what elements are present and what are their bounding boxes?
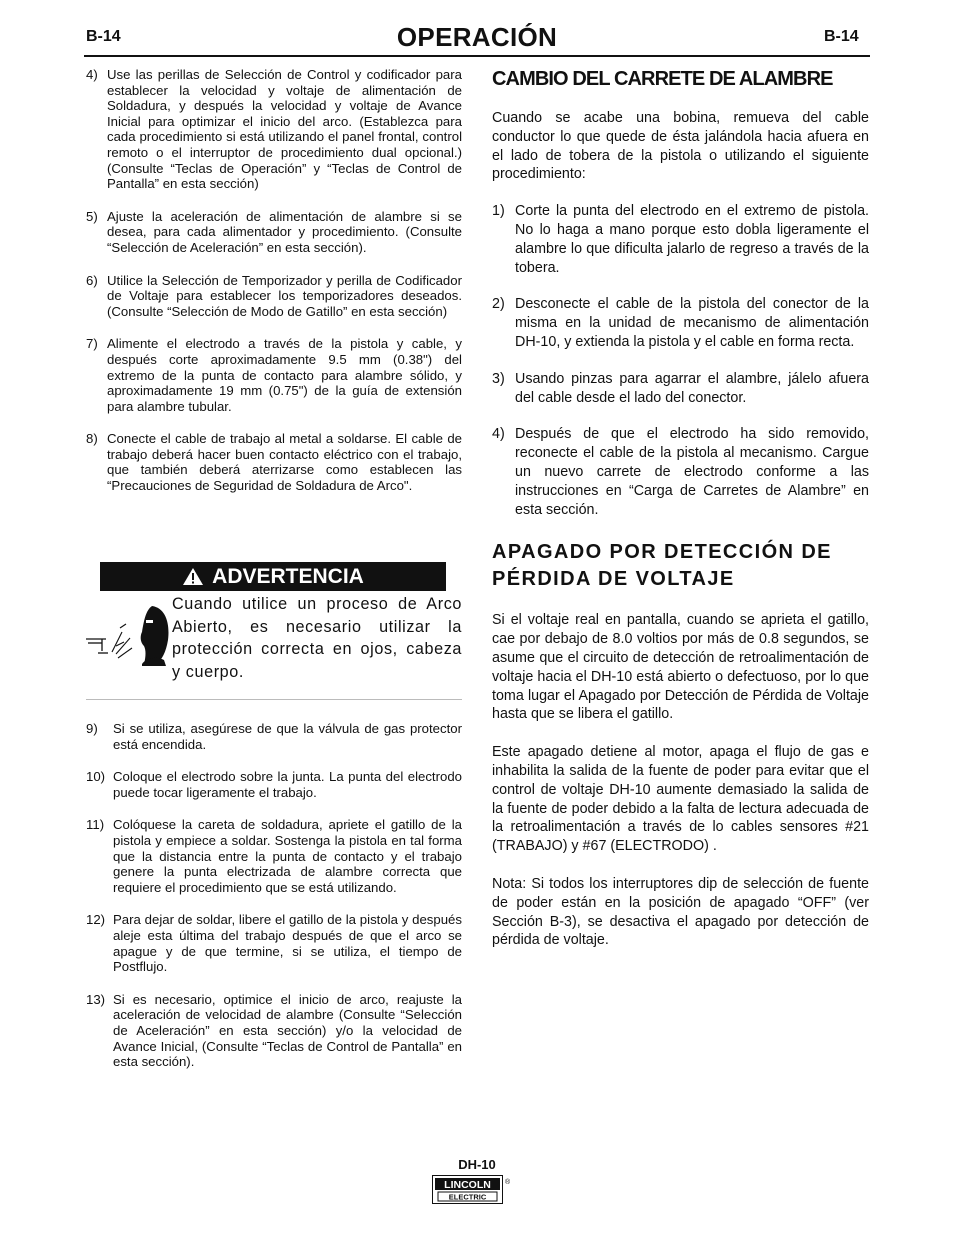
section-intro: Cuando se acabe una bobina, remueva del cable conductor lo que quede de ésta jalándola hacia afuera en el lado de tobera de la pistola o utilizando el siguiente procedimiento: [492, 110, 869, 183]
section-paragraph: Este apagado detiene al motor, apaga el flujo de gas e inhabilita la salida de la fuente de poder para evitar que el control de voltaje DH-10 aumente demasiado la salida de la fuente de poder debido a la falta de lectura adecuada de la retroalimentación a través de lo cables sensores #21 (TRABAJO) y #67 (ELECTRODO) . [492, 744, 869, 855]
header-rule [84, 55, 870, 57]
section-title-wire-reel: CAMBIO DEL CARRETE DE ALAMBRE [492, 68, 833, 90]
step-number: 9) [86, 721, 98, 736]
logo-text-bottom: ELECTRIC [448, 1192, 487, 1202]
list-item [86, 336, 462, 414]
section-title-voltage-loss [492, 539, 869, 593]
left-steps-top [86, 67, 462, 494]
model-number: DH-10 [458, 1157, 496, 1172]
registered-mark: ® [505, 1179, 510, 1186]
step-text: Alimente el electrodo a través de la pistola y cable, y después corte aproximadamente 9.5 mm (0.38") del extremo de la punta de contacto para alambre sólido, y aproximadamente 19 mm (0.75") de la guía de extensión para alambre tubular. [107, 336, 462, 414]
step-number: 2) [492, 296, 505, 313]
warning-text: Cuando utilice un proceso de Arco Abierto, es necesario utilizar la protección correcta en ojos, cabeza y cuerpo. [172, 595, 462, 682]
list-item [86, 769, 462, 800]
step-number: 4) [86, 67, 98, 82]
step-number: 6) [86, 272, 98, 288]
list-item [492, 370, 869, 408]
page-title: OPERACIÓN [396, 22, 558, 52]
list-item [86, 67, 462, 192]
left-steps-bottom [86, 721, 462, 1070]
section-paragraph: Si el voltaje real en pantalla, cuando se aprieta el gatillo, cae por debajo de 8.0 voltios por más de 0.8 segundos, se asume que el circuito de detección de retroalimentación de voltaje hacia el DH-10 está abierto o defectuoso, por lo que toma lugar el Apagado por Detección de Pérdida de Voltaje hasta que se libera el gatillo. [492, 612, 869, 723]
step-number: 1) [492, 203, 505, 220]
step-text: Si se utiliza, asegúrese de que la válvula de gas protector está encendida. [113, 721, 462, 752]
step-text: Conecte el cable de trabajo al metal a soldarse. El cable de trabajo deberá hacer buen contacto eléctrico con el trabajo, que también deberá aterrizarse como establecen las “Precauciones de Seguridad de Soldadura de Arco". [107, 431, 462, 494]
welder-protection-icon [86, 606, 170, 666]
step-text: Utilice la Selección de Temporizador y perilla de Codificador de Voltaje para establecer los temporizadores deseados. (Consulte “Selección de Modo de Gatillo” en esta sección) [107, 272, 462, 319]
step-text: Corte la punta del electrodo en el extremo de pistola. No lo haga a mano porque esto dobla ligeramente el alambre lo que dificulta jalarlo de regreso a través de la tobera. [515, 203, 869, 276]
list-item [492, 425, 869, 519]
list-item [86, 992, 462, 1070]
warning-divider [86, 699, 462, 700]
list-item [86, 431, 462, 493]
logo-text-top: LINCOLN [444, 1179, 491, 1191]
page-code-left: B-14 [86, 28, 121, 45]
list-item [86, 721, 462, 752]
step-number: 3) [492, 370, 505, 387]
section-paragraph: Nota: Si todos los interruptores dip de selección de fuente de poder están en la posición de apagado “OFF” (ver Sección B-3), se desactiva el apagado por detección de pérdida de voltaje. [492, 875, 869, 949]
section-title-line: PÉRDIDA DE VOLTAJE [492, 568, 735, 591]
step-text: Usando pinzas para agarrar el alambre, jálelo afuera del cable desde el lado del conector. [515, 370, 869, 406]
step-number: 13) [86, 991, 106, 1007]
list-item [492, 202, 869, 277]
list-item [86, 912, 462, 974]
step-number: 5) [86, 208, 98, 224]
right-column [492, 67, 869, 950]
warning-label: ADVERTENCIA [212, 564, 364, 588]
list-item [86, 273, 462, 320]
step-number: 11) [86, 817, 105, 833]
step-number: 4) [492, 426, 505, 443]
warning-banner [100, 562, 446, 591]
step-number: 12) [86, 912, 106, 928]
step-text: Para dejar de soldar, libere el gatillo de la pistola y después aleje esta última del trabajo después de que el arco se apague y de que termine, si se utiliza, el tiempo de Postflujo. [113, 912, 462, 975]
list-item [86, 209, 462, 256]
step-number: 7) [86, 336, 98, 352]
step-text: Desconecte el cable de la pistola del conector de la misma en la unidad de mecanismo de alimentación DH-10, y extienda la pistola y el cable en forma recta. [515, 296, 869, 350]
list-item [492, 295, 869, 351]
section-title-line: APAGADO POR DETECCIÓN DE [492, 541, 832, 564]
step-text: Después de que el electrodo ha sido removido, reconecte el cable de la pistola al mecanismo. Cargue un nuevo carrete de electrodo conforme a las instrucciones en “Carga de Carretes de Alambre” en esta sección. [515, 426, 869, 518]
step-text: Colóquese la careta de soldadura, apriete el gatillo de la pistola y empiece a soldar. Sostenga la pistola en tal forma que la distancia entre la punta de contacto y el trabajo genere la punta electrizada de alambre correcta que requiere el procedimiento que se está utilizando. [113, 817, 462, 895]
step-text: Ajuste la aceleración de alimentación de alambre si se desea, para cada alimentador y procedimiento. (Consulte “Selección de Aceleración” en esta sección). [107, 208, 462, 255]
step-text: Use las perillas de Selección de Control y codificador para establecer la velocidad y voltaje de alimentación de Soldadura, y después la velocidad y voltaje de Avance Inicial para optimizar el inicio del arco. (Establezca para cada procedimiento si está utilizando el panel frontal, control remoto o el interruptor de procedimiento dual opcional.) (Consulte “Teclas de Operación” y “Teclas de Control de Pantalla” en esta sección) [107, 67, 462, 192]
lincoln-electric-logo [432, 1175, 510, 1205]
warning-triangle-icon [182, 567, 204, 586]
step-text: Coloque el electrodo sobre la junta. La punta del electrodo puede tocar ligeramente el trabajo. [113, 769, 462, 800]
step-number: 8) [86, 431, 98, 447]
page-code-right: B-14 [824, 28, 859, 45]
list-item [86, 817, 462, 895]
step-number: 10) [86, 769, 106, 785]
step-text: Si es necesario, optimice el inicio de arco, reajuste la aceleración de velocidad de alambre (Consulte “Selección de Aceleración” en esta sección) y/o la velocidad de Avance Inicial, (Consulte “Teclas de Control de Pantalla” en esta sección). [113, 991, 462, 1070]
